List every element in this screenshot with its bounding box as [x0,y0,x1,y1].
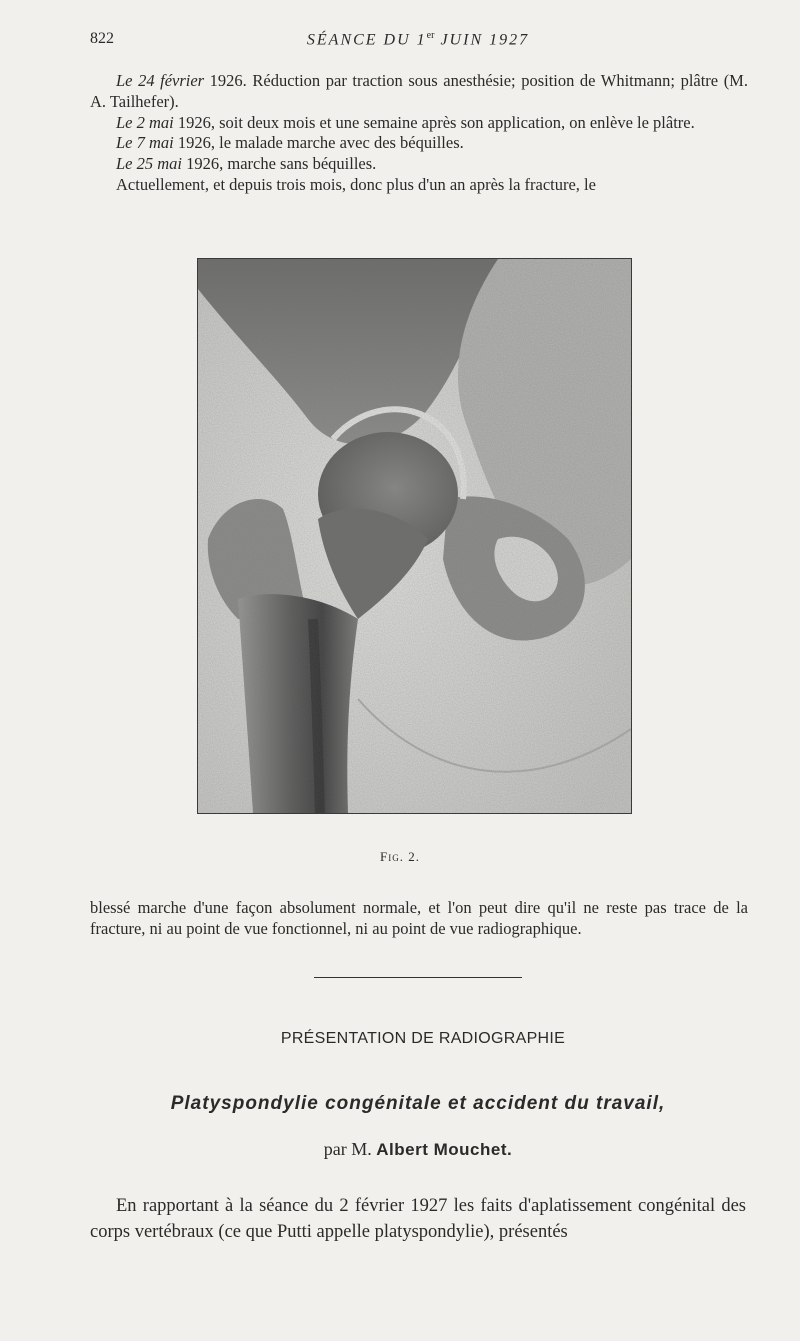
article-body [90,1193,746,1245]
paragraph-before-figure: Actuellement, et depuis trois mois, donc plus d'un an après la fracture, le [116,174,596,194]
chronology-entry [90,71,748,113]
chronology-entry [90,154,748,175]
running-title-part-1: SÉANCE DU 1 [306,31,427,49]
running-title-superscript: er [426,30,435,41]
chronology-entry [90,133,748,154]
paragraph-after-figure: blessé marche d'une façon absolument normale, et l'on peut dire qu'il ne reste pas trace de la fracture, ni au point de vue fonctionnel, ni au point de vue radiographique. [90,898,748,938]
article-title: Platyspondylie congénitale et accident du travail, [170,1093,666,1114]
entry-text: 1926, soit deux mois et une semaine après son application, on enlève le plâtre. [173,112,695,132]
entry-text: 1926. Réduction par traction sous anesthésie; position de Whitmann; plâtre (M. A. Tailhefer). [90,71,748,111]
entry-date: Le 2 mai [116,112,174,132]
entry-date: Le 25 mai [116,154,182,174]
paragraph-after-figure-block [90,898,748,940]
entry-date: Le 24 février [116,71,205,90]
section-heading: PRÉSENTATION DE RADIOGRAPHIE [280,1030,566,1047]
page-number: 822 [90,30,114,47]
entry-text: 1926, le malade marche avec des béquilles. [173,133,464,153]
section-separator [314,977,522,978]
hip-drawing [198,259,631,813]
chronology-entry [90,113,748,134]
entry-text: 1926, marche sans béquilles. [182,154,377,174]
figure-caption: Fig. 2. [380,849,420,864]
entry-date: Le 7 mai [116,133,174,153]
author-prefix: par M. [323,1139,372,1159]
running-title [90,30,746,49]
page-header [90,26,746,52]
author-name: Albert Mouchet. [376,1140,513,1159]
article-author [0,1139,800,1160]
chronology-block [90,71,748,196]
running-title-part-2: JUIN 1927 [434,31,530,49]
body-paragraph: En rapportant à la séance du 2 février 1927 les faits d'aplatissement congénital des corps vertébraux (ce que Putti appelle platyspondylie), présentés [90,1196,746,1242]
hip-radiograph-illustration [197,258,632,814]
